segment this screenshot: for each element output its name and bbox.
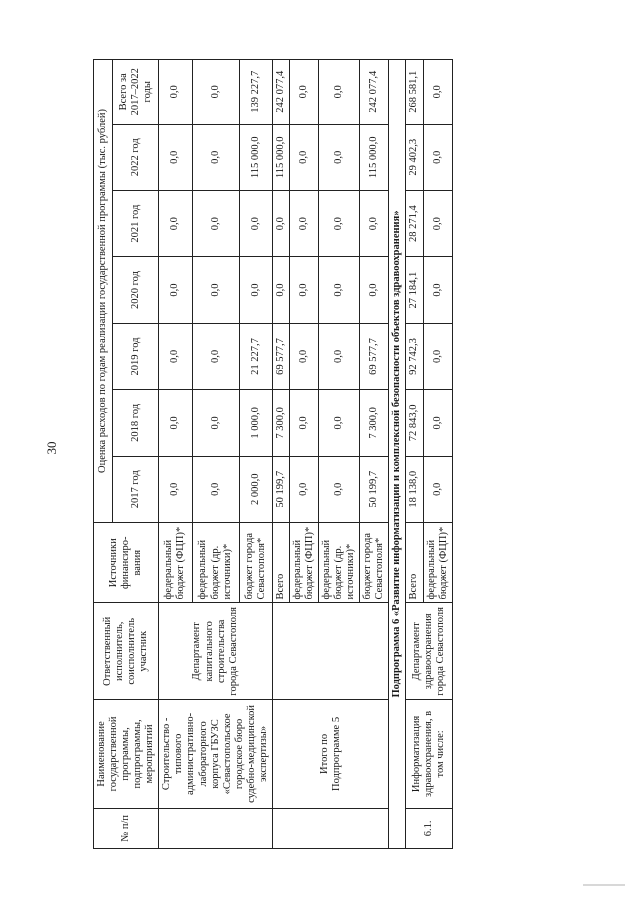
row-name-cell: Информатизация здравоохранения, в том числе: <box>406 700 452 809</box>
value-cell: 7 300,0 <box>272 390 289 456</box>
value-cell: 18 138,0 <box>406 456 423 522</box>
header-name: Наименование государственной программы, подпрограммы, мероприятий <box>94 700 159 809</box>
value-cell: 0,0 <box>289 124 318 190</box>
scan-artifact <box>583 884 625 886</box>
source-cell: бюджет города Севастополя* <box>360 522 389 603</box>
value-cell: 1 000,0 <box>239 390 272 456</box>
value-cell: 0,0 <box>423 257 452 323</box>
value-cell: 115 000,0 <box>360 124 389 190</box>
value-cell: 0,0 <box>192 390 239 456</box>
value-cell: 92 742,3 <box>406 323 423 389</box>
total-cell: 0,0 <box>159 60 192 125</box>
value-cell: 0,0 <box>423 323 452 389</box>
source-cell: федеральный бюджет (др. источники)* <box>319 522 360 603</box>
value-cell: 0,0 <box>159 323 192 389</box>
value-cell: 0,0 <box>319 124 360 190</box>
value-cell: 7 300,0 <box>360 390 389 456</box>
value-cell: 0,0 <box>289 257 318 323</box>
value-cell: 69 577,7 <box>272 323 289 389</box>
subprogram-row <box>389 60 406 849</box>
page-number: 30 <box>44 441 59 455</box>
total-cell: 139 227,7 <box>239 60 272 125</box>
total-cell: 0,0 <box>423 60 452 125</box>
value-cell: 0,0 <box>272 190 289 256</box>
rotated-table-wrapper <box>93 59 453 849</box>
value-cell: 0,0 <box>272 257 289 323</box>
source-cell: федеральный бюджет (ФЦП)* <box>423 522 452 603</box>
source-cell: бюджет города Севастополя* <box>239 522 272 603</box>
subprogram-title: Подпрограмма 6 «Развитие информатизации и комплексной безопасности объектов здравоохранения» <box>389 60 406 849</box>
value-cell: 69 577,7 <box>360 323 389 389</box>
row-executor-cell <box>272 603 389 700</box>
value-cell: 0,0 <box>423 124 452 190</box>
value-cell: 0,0 <box>239 257 272 323</box>
value-cell: 0,0 <box>159 390 192 456</box>
source-cell: Всего <box>272 522 289 603</box>
total-cell: 242 077,4 <box>272 60 289 125</box>
source-cell: федеральный бюджет (ФЦП)* <box>289 522 318 603</box>
total-cell: 0,0 <box>192 60 239 125</box>
value-cell: 0,0 <box>159 124 192 190</box>
row-no-cell <box>159 808 273 848</box>
row-no-cell <box>272 808 389 848</box>
header-year: 2021 год <box>113 190 159 256</box>
value-cell: 0,0 <box>192 190 239 256</box>
value-cell: 29 402,3 <box>406 124 423 190</box>
header-year: 2018 год <box>113 390 159 456</box>
value-cell: 0,0 <box>319 323 360 389</box>
value-cell: 0,0 <box>319 390 360 456</box>
header-row-1 <box>94 60 113 849</box>
value-cell: 0,0 <box>360 257 389 323</box>
value-cell: 2 000,0 <box>239 456 272 522</box>
header-year: 2019 год <box>113 323 159 389</box>
header-year: 2022 год <box>113 124 159 190</box>
value-cell: 0,0 <box>289 456 318 522</box>
value-cell: 0,0 <box>423 390 452 456</box>
value-cell: 0,0 <box>423 190 452 256</box>
header-year: 2020 год <box>113 257 159 323</box>
value-cell: 0,0 <box>192 323 239 389</box>
value-cell: 72 843,0 <box>406 390 423 456</box>
row-executor-cell: Департамент капитального строительства города Севастополя <box>159 603 273 700</box>
value-cell: 0,0 <box>289 390 318 456</box>
table-row <box>159 60 192 849</box>
value-cell: 0,0 <box>239 190 272 256</box>
value-cell: 0,0 <box>360 190 389 256</box>
row-name-cell: Итого по Подпрограмме 5 <box>272 700 389 809</box>
header-executor: Ответственный исполнитель, соисполнитель участник <box>94 603 159 700</box>
header-total: Всего за 2017–2022 годы <box>113 60 159 125</box>
value-cell: 0,0 <box>289 323 318 389</box>
value-cell: 0,0 <box>423 456 452 522</box>
table-row <box>272 60 289 849</box>
value-cell: 0,0 <box>159 190 192 256</box>
header-estimate: Оценка расходов по годам реализации государственной программы (тыс. рублей) <box>94 60 113 523</box>
value-cell: 115 000,0 <box>272 124 289 190</box>
total-cell: 268 581,1 <box>406 60 423 125</box>
value-cell: 0,0 <box>192 257 239 323</box>
value-cell: 0,0 <box>319 190 360 256</box>
value-cell: 0,0 <box>289 190 318 256</box>
value-cell: 0,0 <box>159 257 192 323</box>
source-cell: федеральный бюджет (ФЦП)* <box>159 522 192 603</box>
source-cell: федеральный бюджет (др. источники)* <box>192 522 239 603</box>
table-row <box>406 60 423 849</box>
value-cell: 28 271,4 <box>406 190 423 256</box>
header-no: № п/п <box>94 808 159 848</box>
value-cell: 0,0 <box>319 257 360 323</box>
total-cell: 0,0 <box>319 60 360 125</box>
source-cell: Всего <box>406 522 423 603</box>
row-name-cell: Строительство - типового административно-лабораторного корпуса ГБУЗС «Севастопольское городское бюро судебно-медицинской экспертизы» <box>159 700 273 809</box>
row-no-cell: 6.1. <box>406 808 452 848</box>
expenditure-table <box>93 59 453 849</box>
value-cell: 0,0 <box>159 456 192 522</box>
value-cell: 0,0 <box>319 456 360 522</box>
value-cell: 0,0 <box>192 124 239 190</box>
value-cell: 115 000,0 <box>239 124 272 190</box>
header-source: Источники финансиро-вания <box>94 522 159 603</box>
row-executor-cell: Департамент здравоохранения города Севастополя <box>406 603 452 700</box>
total-cell: 242 077,4 <box>360 60 389 125</box>
value-cell: 50 199,7 <box>272 456 289 522</box>
total-cell: 0,0 <box>289 60 318 125</box>
value-cell: 0,0 <box>192 456 239 522</box>
value-cell: 21 227,7 <box>239 323 272 389</box>
value-cell: 27 184,1 <box>406 257 423 323</box>
header-year: 2017 год <box>113 456 159 522</box>
value-cell: 50 199,7 <box>360 456 389 522</box>
